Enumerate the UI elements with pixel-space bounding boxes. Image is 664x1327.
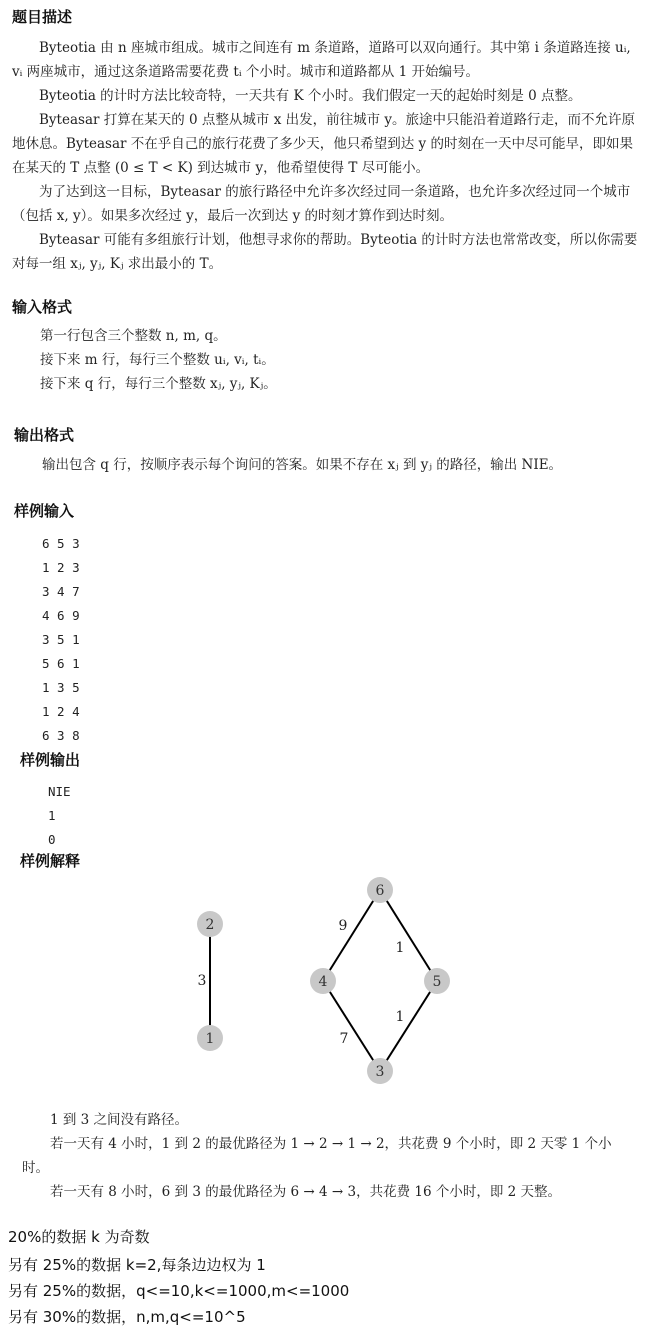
sample-graph	[0, 870, 664, 1100]
description-paragraph-4: 为了达到这一目标，Byteasar 的旅行路径中允许多次经过同一条道路，也允许多次经过同一个城市（包括 x, y）。如果多次经过 y，最后一次到达 y 的时刻才算作到达时刻。	[12, 184, 631, 224]
sample-output-line: 1	[48, 808, 56, 823]
explanation-line-1: 1 到 3 之间没有路径。	[50, 1112, 189, 1128]
sample-output-line: NIE	[48, 784, 71, 799]
graph-edge-label-4-3: 7	[339, 1031, 349, 1047]
graph-node-label-1: 1	[205, 1031, 215, 1047]
sample-input-line: 1 2 4	[42, 704, 80, 719]
graph-node-label-2: 2	[205, 917, 215, 933]
input-format-heading: 输入格式	[12, 298, 73, 316]
output-format-text: 输出包含 q 行，按顺序表示每个询问的答案。如果不存在 xⱼ 到 yⱼ 的路径，输出 NIE。	[42, 457, 563, 473]
constraint-line-1: 20%的数据 k 为奇数	[8, 1228, 150, 1246]
graph-node-label-4: 4	[318, 974, 328, 990]
graph-node-label-3: 3	[375, 1064, 385, 1080]
graph-edge-6-4	[323, 890, 380, 981]
input-line-2: 接下来 m 行，每行三个整数 uᵢ, vᵢ, tᵢ。	[40, 352, 275, 368]
output-format-heading: 输出格式	[14, 426, 75, 444]
description-heading: 题目描述	[12, 8, 73, 26]
sample-input-line: 1 3 5	[42, 680, 80, 695]
input-line-1: 第一行包含三个整数 n, m, q。	[40, 328, 227, 344]
graph-node-label-5: 5	[432, 974, 442, 990]
sample-input-line: 5 6 1	[42, 656, 80, 671]
description-paragraph-5: Byteasar 可能有多组旅行计划，他想寻求你的帮助。Byteotia 的计时方法也常常改变，所以你需要对每一组 xⱼ, yⱼ, Kⱼ 求出最小的 T。	[12, 232, 638, 272]
sample-input-heading: 样例输入	[14, 502, 75, 520]
graph-edge-label-6-4: 9	[338, 918, 348, 934]
explanation-line-3: 若一天有 8 小时，6 到 3 的最优路径为 6 → 4 → 3，共花费 16 个小时，即 2 天整。	[50, 1184, 562, 1200]
explanation-line-2: 若一天有 4 小时，1 到 2 的最优路径为 1 → 2 → 1 → 2，共花费 9 个小时，即 2 天零 1 个小时。	[22, 1136, 612, 1176]
constraint-line-2: 另有 25%的数据 k=2,每条边边权为 1	[8, 1256, 266, 1274]
sample-input-line: 1 2 3	[42, 560, 80, 575]
constraint-line-4: 另有 30%的数据，n,m,q<=10^5	[8, 1308, 246, 1326]
graph-edge-6-5	[380, 890, 437, 981]
sample-input-line: 6 5 3	[42, 536, 80, 551]
sample-explanation-heading: 样例解释	[20, 852, 81, 870]
sample-input-line: 6 3 8	[42, 728, 80, 743]
sample-input-block	[42, 532, 80, 748]
description-paragraph-1: Byteotia 由 n 座城市组成。城市之间连有 m 条道路，道路可以双向通行。其中第 i 条道路连接 uᵢ, vᵢ 两座城市，通过这条道路需要花费 tᵢ 个小时。城市和道路都从 1 开始编号。	[12, 40, 631, 80]
graph-edge-label-5-3: 1	[395, 1009, 405, 1025]
graph-edge-4-3	[323, 981, 380, 1071]
description-paragraph-3: Byteasar 打算在某天的 0 点整从城市 x 出发，前往城市 y。旅途中只能沿着道路行走，而不允许原地休息。Byteasar 不在乎自己的旅行花费了多少天，他只希望到达 y 的时刻在一天中尽可能早，即如果在某天的 T 点整 (0 ≤ T < K) 到达城市 y，他希望使得 T 尽可能小。	[12, 112, 636, 176]
sample-input-line: 4 6 9	[42, 608, 80, 623]
sample-input-line: 3 5 1	[42, 632, 80, 647]
constraint-line-3: 另有 25%的数据，q<=10,k<=1000,m<=1000	[8, 1282, 350, 1300]
description-paragraph-2: Byteotia 的计时方法比较奇特，一天共有 K 个小时。我们假定一天的起始时刻是 0 点整。	[39, 88, 582, 104]
sample-output-line: 0	[48, 832, 56, 847]
sample-output-heading: 样例输出	[20, 751, 81, 769]
graph-node-label-6: 6	[375, 883, 385, 899]
graph-edge-5-3	[380, 981, 437, 1071]
sample-input-line: 3 4 7	[42, 584, 80, 599]
sample-output-block	[48, 780, 71, 852]
input-line-3: 接下来 q 行，每行三个整数 xⱼ, yⱼ, Kⱼ。	[40, 376, 277, 392]
graph-edge-label-6-5: 1	[395, 940, 405, 956]
graph-edge-label-1-2: 3	[197, 973, 207, 989]
